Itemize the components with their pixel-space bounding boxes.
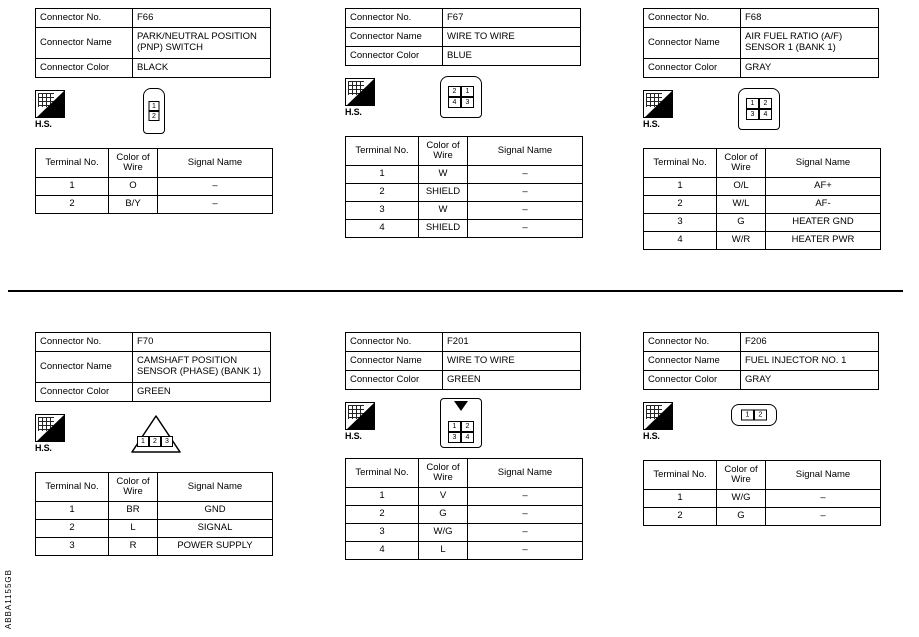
table-row — [644, 196, 881, 214]
label-connector-color: Connector Color — [346, 47, 443, 66]
cell-signal-name: HEATER PWR — [766, 232, 881, 250]
cell-wire-color: L — [419, 542, 468, 560]
info-row-connector-color — [346, 47, 581, 66]
cell-wire-color: W — [419, 202, 468, 220]
cell-signal-name: – — [468, 542, 583, 560]
value-connector-color: GRAY — [741, 371, 879, 390]
cell-signal-name: – — [158, 178, 273, 196]
connector-body — [440, 398, 482, 448]
table-row — [644, 214, 881, 232]
harness-side-icon — [345, 402, 375, 430]
info-row-connector-no — [346, 333, 581, 352]
value-connector-color: GREEN — [443, 371, 581, 390]
icon-row-f66 — [35, 86, 271, 142]
pin: 1 — [448, 421, 461, 432]
connector-shape-f67 — [440, 76, 482, 118]
connector-info-table — [643, 332, 879, 390]
grid-shape — [348, 405, 364, 419]
header-signal-name: Signal Name — [766, 461, 881, 490]
value-connector-name: FUEL INJECTOR NO. 1 — [741, 352, 879, 371]
pin: 3 — [161, 436, 173, 447]
table-row — [644, 508, 881, 526]
triangle-connector-outline — [130, 414, 182, 454]
pin: 2 — [754, 410, 767, 421]
connector-info-table — [345, 8, 581, 66]
connector-shape-f201 — [440, 398, 482, 448]
cell-wire-color: W/G — [717, 490, 766, 508]
pin: 4 — [461, 432, 474, 443]
connector-body — [738, 88, 780, 130]
cell-wire-color: V — [419, 488, 468, 506]
icon-row-f206 — [643, 398, 879, 454]
cell-terminal-no: 3 — [36, 538, 109, 556]
header-color-of-wire: Color of Wire — [419, 459, 468, 488]
info-row-connector-no — [36, 9, 271, 28]
info-row-connector-no — [346, 9, 581, 28]
hs-icon — [35, 414, 69, 458]
info-row-connector-color — [644, 371, 879, 390]
value-connector-name: WIRE TO WIRE — [443, 352, 581, 371]
cell-wire-color: W/L — [717, 196, 766, 214]
cell-wire-color: G — [717, 214, 766, 232]
cell-terminal-no: 2 — [346, 184, 419, 202]
cell-signal-name: – — [766, 508, 881, 526]
header-signal-name: Signal Name — [158, 149, 273, 178]
cell-wire-color: W/G — [419, 524, 468, 542]
hs-label: H.S. — [643, 119, 660, 129]
info-row-connector-no — [36, 333, 271, 352]
header-signal-name: Signal Name — [468, 459, 583, 488]
pin: 4 — [759, 109, 772, 120]
info-row-connector-no — [644, 9, 879, 28]
label-connector-no: Connector No. — [36, 9, 133, 28]
connector-shape-f68 — [738, 88, 780, 130]
cell-terminal-no: 1 — [36, 178, 109, 196]
cell-signal-name: AF- — [766, 196, 881, 214]
cell-signal-name: – — [468, 220, 583, 238]
cell-terminal-no: 3 — [346, 524, 419, 542]
cell-signal-name: – — [468, 524, 583, 542]
cell-signal-name: – — [468, 184, 583, 202]
cell-signal-name: AF+ — [766, 178, 881, 196]
cell-wire-color: W/R — [717, 232, 766, 250]
cell-signal-name: – — [468, 202, 583, 220]
hs-label: H.S. — [35, 119, 52, 129]
cell-terminal-no: 1 — [644, 178, 717, 196]
cell-terminal-no: 2 — [36, 196, 109, 214]
value-connector-no: F67 — [443, 9, 581, 28]
cell-wire-color: O — [109, 178, 158, 196]
terminal-table-f66 — [35, 148, 273, 214]
pin: 1 — [746, 98, 759, 109]
grid-shape — [38, 93, 54, 107]
pin-grid — [448, 86, 474, 108]
pin: 2 — [448, 86, 461, 97]
pin: 2 — [759, 98, 772, 109]
cell-terminal-no: 2 — [36, 520, 109, 538]
cell-wire-color: G — [419, 506, 468, 524]
table-header-row — [36, 473, 273, 502]
document-code: ABBA1155GB — [4, 568, 13, 629]
hs-icon — [643, 402, 677, 446]
pin: 3 — [448, 432, 461, 443]
label-connector-no: Connector No. — [644, 9, 741, 28]
connector-info-table — [345, 332, 581, 390]
connector-block-f201 — [345, 332, 581, 560]
table-header-row — [644, 461, 881, 490]
value-connector-no: F66 — [133, 9, 271, 28]
table-row — [644, 232, 881, 250]
cell-signal-name: – — [766, 490, 881, 508]
value-connector-no: F201 — [443, 333, 581, 352]
header-color-of-wire: Color of Wire — [419, 137, 468, 166]
value-connector-no: F70 — [133, 333, 271, 352]
pin: 1 — [741, 410, 754, 421]
pin-grid — [746, 98, 772, 120]
harness-side-icon — [35, 414, 65, 442]
pin: 1 — [461, 86, 474, 97]
connector-shape-f70 — [130, 414, 182, 459]
connector-info-table — [643, 8, 879, 78]
label-connector-no: Connector No. — [346, 333, 443, 352]
table-row — [36, 196, 273, 214]
header-color-of-wire: Color of Wire — [109, 473, 158, 502]
cell-wire-color: SHIELD — [419, 184, 468, 202]
info-row-connector-color — [644, 59, 879, 78]
pin: 3 — [746, 109, 759, 120]
value-connector-color: GRAY — [741, 59, 879, 78]
table-row — [346, 166, 583, 184]
cell-wire-color: R — [109, 538, 158, 556]
cell-terminal-no: 1 — [346, 166, 419, 184]
terminal-table-f201 — [345, 458, 583, 560]
connector-info-table — [35, 8, 271, 78]
cell-signal-name: HEATER GND — [766, 214, 881, 232]
info-row-connector-name — [346, 352, 581, 371]
cell-wire-color: O/L — [717, 178, 766, 196]
harness-side-icon — [643, 402, 673, 430]
cell-terminal-no: 3 — [346, 202, 419, 220]
terminal-table-f68 — [643, 148, 881, 250]
label-connector-name: Connector Name — [36, 28, 133, 59]
table-row — [346, 488, 583, 506]
connector-block-f66 — [35, 8, 271, 214]
pin: 1 — [137, 436, 149, 447]
value-connector-color: BLUE — [443, 47, 581, 66]
cell-terminal-no: 2 — [644, 196, 717, 214]
hs-icon — [35, 90, 69, 134]
connector-shape-f66 — [143, 88, 165, 134]
grid-shape — [348, 81, 364, 95]
pin: 2 — [149, 111, 160, 121]
label-connector-color: Connector Color — [36, 59, 133, 78]
hs-label: H.S. — [345, 431, 362, 441]
header-terminal-no: Terminal No. — [36, 149, 109, 178]
hs-icon — [345, 402, 379, 446]
label-connector-color: Connector Color — [644, 59, 741, 78]
cell-terminal-no: 4 — [346, 542, 419, 560]
label-connector-name: Connector Name — [346, 352, 443, 371]
value-connector-name: WIRE TO WIRE — [443, 28, 581, 47]
icon-row-f67 — [345, 74, 581, 130]
label-connector-no: Connector No. — [36, 333, 133, 352]
header-terminal-no: Terminal No. — [644, 461, 717, 490]
header-signal-name: Signal Name — [468, 137, 583, 166]
table-row — [36, 538, 273, 556]
table-row — [346, 184, 583, 202]
connector-shape-f206 — [731, 404, 777, 426]
pin: 4 — [448, 97, 461, 108]
cell-wire-color: SHIELD — [419, 220, 468, 238]
header-color-of-wire: Color of Wire — [717, 461, 766, 490]
info-row-connector-name — [644, 352, 879, 371]
pin: 1 — [149, 101, 160, 111]
terminal-table-f206 — [643, 460, 881, 526]
icon-row-f201 — [345, 398, 581, 454]
grid-shape — [38, 417, 54, 431]
label-connector-color: Connector Color — [36, 383, 133, 402]
orientation-marker-icon — [454, 401, 468, 411]
grid-shape — [646, 93, 662, 107]
cell-signal-name: POWER SUPPLY — [158, 538, 273, 556]
label-connector-name: Connector Name — [644, 352, 741, 371]
header-signal-name: Signal Name — [766, 149, 881, 178]
cell-signal-name: – — [158, 196, 273, 214]
cell-wire-color: W — [419, 166, 468, 184]
table-row — [36, 502, 273, 520]
pin-grid — [149, 101, 160, 121]
label-connector-name: Connector Name — [346, 28, 443, 47]
cell-terminal-no: 2 — [644, 508, 717, 526]
table-header-row — [346, 137, 583, 166]
hs-label: H.S. — [35, 443, 52, 453]
terminal-table-f70 — [35, 472, 273, 556]
table-header-row — [346, 459, 583, 488]
info-row-connector-name — [346, 28, 581, 47]
pin-grid — [448, 421, 474, 443]
info-row-connector-name — [36, 352, 271, 383]
cell-wire-color: L — [109, 520, 158, 538]
cell-wire-color: G — [717, 508, 766, 526]
info-row-connector-color — [346, 371, 581, 390]
table-row — [644, 178, 881, 196]
table-row — [36, 520, 273, 538]
header-terminal-no: Terminal No. — [36, 473, 109, 502]
header-terminal-no: Terminal No. — [644, 149, 717, 178]
cell-terminal-no: 1 — [346, 488, 419, 506]
cell-terminal-no: 1 — [36, 502, 109, 520]
table-row — [346, 220, 583, 238]
connector-block-f206 — [643, 332, 879, 526]
label-connector-no: Connector No. — [346, 9, 443, 28]
value-connector-name: PARK/NEUTRAL POSITION (PNP) SWITCH — [133, 28, 271, 59]
cell-signal-name: – — [468, 166, 583, 184]
value-connector-color: BLACK — [133, 59, 271, 78]
connector-info-table — [35, 332, 271, 402]
connector-block-f68 — [643, 8, 879, 250]
harness-side-icon — [345, 78, 375, 106]
cell-terminal-no: 2 — [346, 506, 419, 524]
terminal-table-f67 — [345, 136, 583, 238]
info-row-connector-color — [36, 383, 271, 402]
label-connector-color: Connector Color — [346, 371, 443, 390]
header-color-of-wire: Color of Wire — [109, 149, 158, 178]
hs-icon — [345, 78, 379, 122]
info-row-connector-no — [644, 333, 879, 352]
hs-label: H.S. — [643, 431, 660, 441]
header-color-of-wire: Color of Wire — [717, 149, 766, 178]
cell-wire-color: B/Y — [109, 196, 158, 214]
cell-terminal-no: 4 — [644, 232, 717, 250]
table-row — [644, 490, 881, 508]
table-row — [346, 506, 583, 524]
value-connector-color: GREEN — [133, 383, 271, 402]
table-header-row — [644, 149, 881, 178]
hs-label: H.S. — [345, 107, 362, 117]
label-connector-no: Connector No. — [644, 333, 741, 352]
header-terminal-no: Terminal No. — [346, 137, 419, 166]
icon-row-f68 — [643, 86, 879, 142]
cell-wire-color: BR — [109, 502, 158, 520]
pin-grid — [741, 410, 767, 421]
connector-body — [731, 404, 777, 426]
header-terminal-no: Terminal No. — [346, 459, 419, 488]
table-row — [36, 178, 273, 196]
pin: 2 — [461, 421, 474, 432]
cell-signal-name: – — [468, 506, 583, 524]
grid-shape — [646, 405, 662, 419]
connector-block-f70 — [35, 332, 271, 556]
cell-terminal-no: 1 — [644, 490, 717, 508]
value-connector-name: CAMSHAFT POSITION SENSOR (PHASE) (BANK 1) — [133, 352, 271, 383]
pin: 3 — [461, 97, 474, 108]
cell-signal-name: SIGNAL — [158, 520, 273, 538]
table-row — [346, 542, 583, 560]
table-row — [346, 524, 583, 542]
table-header-row — [36, 149, 273, 178]
connector-body — [143, 88, 165, 134]
cell-signal-name: GND — [158, 502, 273, 520]
info-row-connector-name — [644, 28, 879, 59]
label-connector-color: Connector Color — [644, 371, 741, 390]
cell-terminal-no: 3 — [644, 214, 717, 232]
label-connector-name: Connector Name — [36, 352, 133, 383]
cell-signal-name: – — [468, 488, 583, 506]
info-row-connector-name — [36, 28, 271, 59]
cell-terminal-no: 4 — [346, 220, 419, 238]
harness-side-icon — [643, 90, 673, 118]
header-signal-name: Signal Name — [158, 473, 273, 502]
info-row-connector-color — [36, 59, 271, 78]
pin-grid — [137, 436, 173, 447]
section-divider — [8, 290, 903, 292]
connector-body — [440, 76, 482, 118]
connector-block-f67 — [345, 8, 581, 238]
value-connector-no: F68 — [741, 9, 879, 28]
value-connector-no: F206 — [741, 333, 879, 352]
table-row — [346, 202, 583, 220]
label-connector-name: Connector Name — [644, 28, 741, 59]
hs-icon — [643, 90, 677, 134]
icon-row-f70 — [35, 410, 271, 466]
value-connector-name: AIR FUEL RATIO (A/F) SENSOR 1 (BANK 1) — [741, 28, 879, 59]
pin: 2 — [149, 436, 161, 447]
harness-side-icon — [35, 90, 65, 118]
